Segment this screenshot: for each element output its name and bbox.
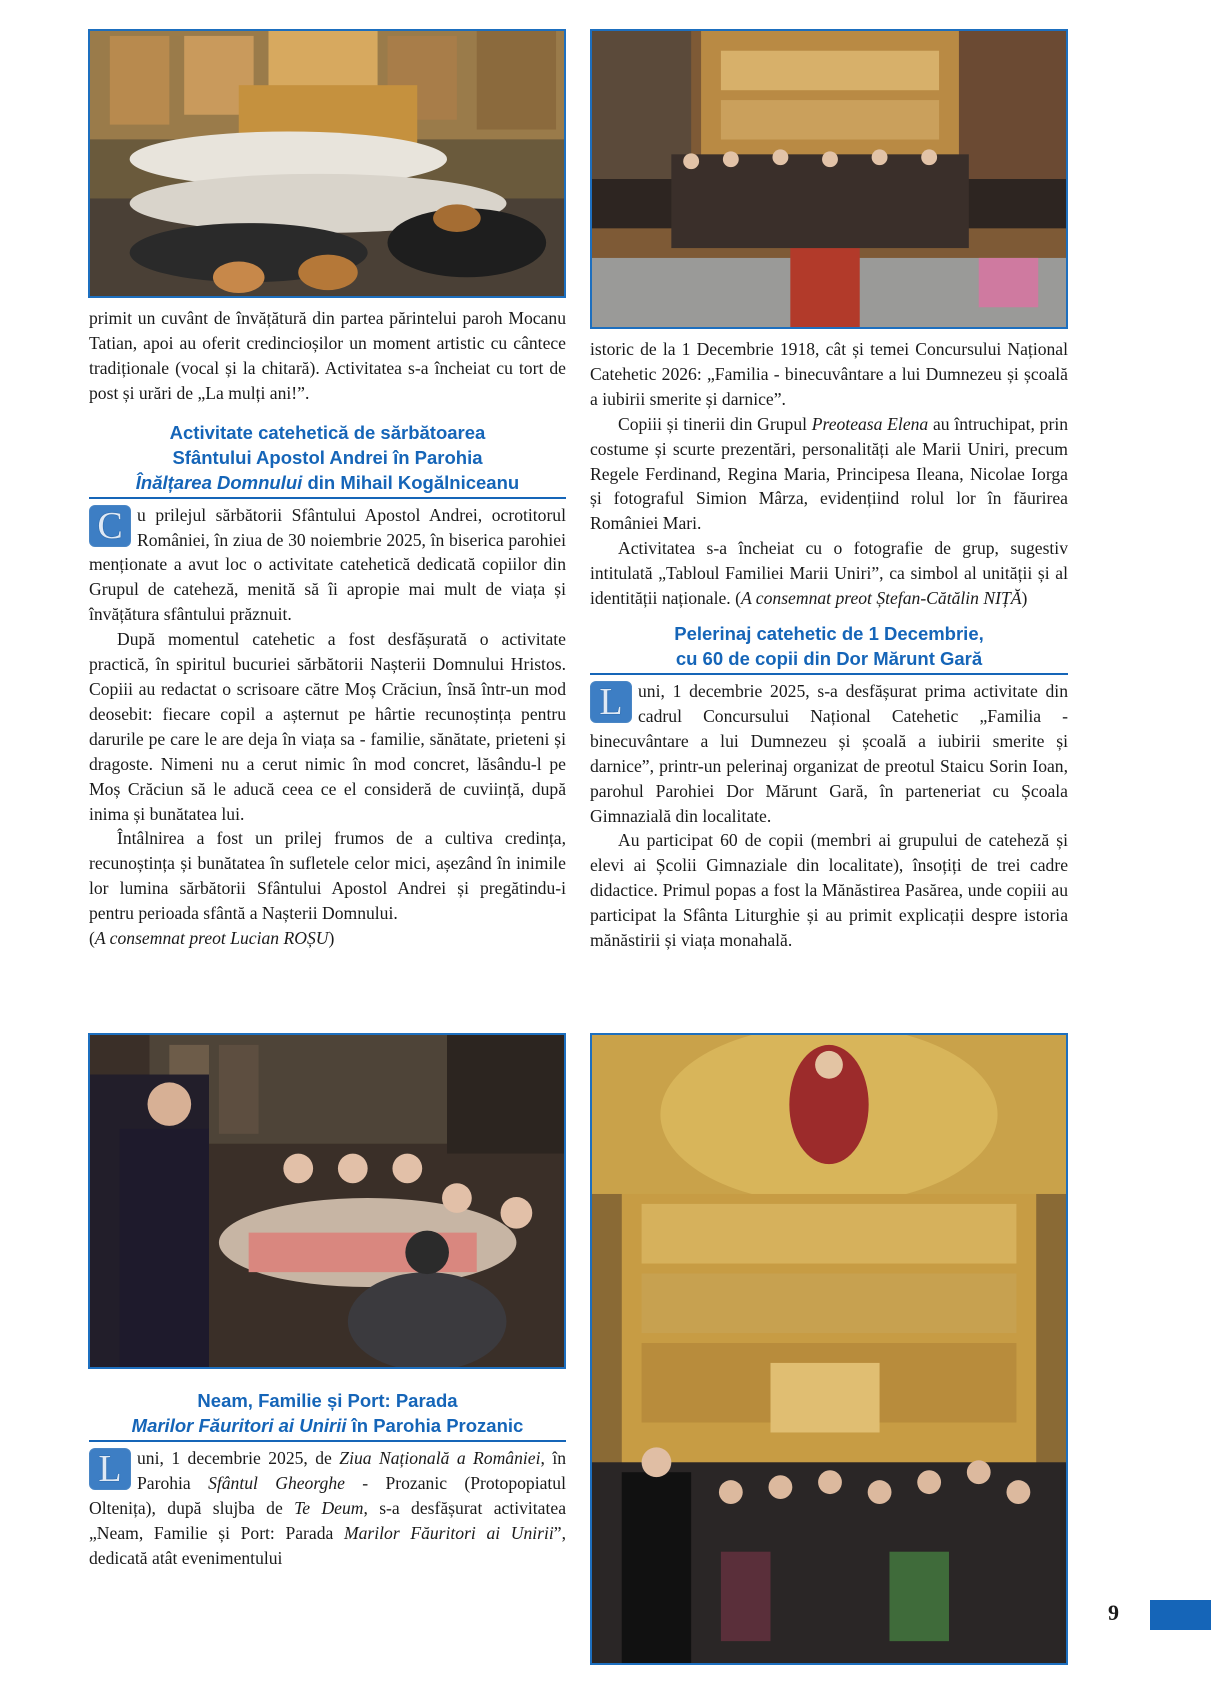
left-column-bottom: [89, 1388, 566, 1571]
signature: A consemnat preot Lucian ROȘU: [94, 928, 329, 949]
text-run-italic: Marilor Făuritori ai Unirii: [343, 1522, 554, 1543]
paragraph: După momentul catehetic a fost desfășurată o activitate practică, în spiritul bucuriei sărbătorii Nașterii Domnului Hristos. Copiii au redactat o scrisoare către Moș Crăciun, însă într-un mod deosebit: fiecare copil a așternut pe hârtie recunoștința pentru darurile pe care le are deja în viața sa - familie, sănătate, prieteni și dragoste. Nimeni nu a cerut nimic în mod concret, lăsându-l pe Moș Crăciun să le aducă ceea ce el consideră de cuviință, după inima și bunătatea lui.: [89, 629, 566, 824]
text-run-italic: Te Deum: [294, 1497, 364, 1518]
paragraph-text: Întâlnirea a fost un prilej frumos de a cultiva credința, recunoștința și bunătatea în sufletele celor mici, așezând în inimile lor lumina sărbătorii Sfântului Apostol Andrei și pregătindu-i pentru perioada sfântă a Nașterii Domnului.: [89, 828, 566, 924]
text-run-italic: Preoteasa Elena: [811, 413, 929, 434]
paragraph: u prilejul sărbătorii Sfântului Apostol Andrei, ocrotitorul României, în ziua de 30 noiembrie 2025, în biserica parohiei menționate a avut loc o activitate catehetică dedicată copiilor din Grupul de cateheză, menită să îi apropie mai mult de viața și învățătura sfântului prăznuit.: [89, 504, 566, 625]
text-run: au întruchipat, prin costume și scurte prezentări, personalități ale Marii Uniri, precum Regele Ferdinand, Regina Maria, Principesa Ileana, Nicolae Iorga și fotograful Simion Mârza, evidențiind rolul lor în făurirea României Mari.: [590, 413, 1069, 534]
paragraph: Activitatea s-a încheiat cu o fotografie de grup, sugestiv intitulată „Tabloul Familiei Marii Uniri”, ca simbol al unității și al identității naționale. (A consemnat preot Ștefan-Cătălin NIȚĂ): [590, 538, 1068, 609]
paragraph: uni, 1 decembrie 2025, s-a desfășurat prima activitate din cadrul Concursului Național Catehetic „Familia - binecuvântare a lui Dumnezeu și școală a iubirii smerite și darnice”, printr-un pelerinaj organizat de preotul Staicu Sorin Ioan, parohul Parohiei Dor Mărunt Gară, în parteneriat cu Școala Gimnazială din localitate.: [590, 680, 1068, 826]
paragraph: Întâlnirea a fost un prilej frumos de a cultiva credința, recunoștința și bunătatea în sufletele celor mici, așezând în inimile lor lumina sărbătorii Sfântului Apostol Andrei și pregătindu-i pentru perioada sfântă a Nașterii Domnului. (A consemnat preot Lucian ROȘU): [89, 828, 566, 949]
drop-cap: C: [89, 505, 131, 547]
heading-line: Pelerinaj catehetic de 1 Decembrie,: [674, 622, 984, 644]
paragraph-continuation: istoric de la 1 Decembrie 1918, cât și temei Concursului Național Catehetic 2026: „Familia - binecuvântare a lui Dumnezeu și școală a iubirii smerite și darnice”.: [590, 339, 1068, 409]
photo-children-guitars: [88, 29, 566, 298]
heading-line: Activitate catehetică de sărbătoarea: [169, 421, 486, 443]
page-number: 9: [1108, 1600, 1119, 1625]
left-column-top: [89, 306, 566, 951]
paragraph: [89, 1446, 566, 1571]
article-heading-prozanic: [89, 1388, 566, 1438]
drop-cap: L: [590, 681, 632, 723]
text-run: ”, dedicată atât evenimentului: [89, 1522, 567, 1568]
heading-line: din Mihail Kogălniceanu: [302, 471, 520, 493]
drop-cap: L: [89, 1448, 131, 1490]
heading-rule: [89, 497, 566, 499]
article-pelerinaj-body: [590, 679, 1068, 953]
page-number-tab: [1150, 1600, 1211, 1630]
heading-line-italic: Marilor Făuritori ai Unirii: [131, 1415, 347, 1436]
photo-group-iconostasis: [590, 29, 1068, 329]
article-heading-pelerinaj: [590, 621, 1068, 671]
text-run: uni, 1 decembrie 2025, de: [137, 1448, 340, 1468]
right-column-top: [590, 337, 1068, 953]
text-run: Copiii și tinerii din Grupul: [618, 413, 812, 434]
text-run: , s-a desfășurat activitatea „Neam, Familie și Port: Parada: [89, 1497, 566, 1543]
heading-rule: [590, 673, 1068, 675]
text-run: Activitatea s-a încheiat cu o fotografie de grup, sugestiv intitulată „Tabloul Familiei Marii Uniri”, ca simbol al unității și al identității naționale.: [590, 538, 1068, 609]
signature: A consemnat preot Ștefan-Cătălin NIȚĂ: [740, 588, 1022, 609]
photo-pilgrimage-group: [590, 1033, 1068, 1665]
text-run: , în Parohia: [137, 1448, 567, 1493]
article-prozanic-body: [89, 1446, 566, 1571]
text-run-italic: Sfântul Gheorghe: [208, 1472, 345, 1493]
heading-line: Neam, Familie și Port: Parada: [197, 1390, 458, 1411]
heading-line: în Parohia Prozanic: [346, 1415, 524, 1436]
heading-line: Sfântului Apostol Andrei în Parohia: [172, 446, 483, 468]
paragraph: [590, 412, 1068, 537]
heading-line: cu 60 de copii din Dor Mărunt Gară: [675, 647, 983, 669]
heading-line-italic: Înălțarea Domnului: [135, 471, 303, 493]
photo-priest-children-tables: [88, 1033, 566, 1369]
text-run: - Prozanic (Protopopiatul Oltenița), după slujba de: [89, 1472, 566, 1518]
paragraph: Au participat 60 de copii (membri ai grupului de cateheză și elevi ai Școlii Gimnaziale din localitate), însoțiți de trei cadre didactice. Primul popas a fost la Mănăstirea Pasărea, unde copiii au participat la Sfânta Liturghie și au primit explicații despre istoria mănăstirii și viața monahală.: [590, 830, 1068, 951]
article-andrei-body: [89, 503, 566, 951]
heading-rule: [89, 1440, 566, 1442]
article-heading-andrei: [89, 420, 566, 495]
text-run-italic: Ziua Națională a României: [339, 1448, 541, 1468]
paragraph-continuation: primit un cuvânt de învățătură din partea părintelui paroh Mocanu Tatian, apoi au oferit credincioșilor un moment artistic cu cântece tradiționale (vocal și la chitară). Activitatea s-a încheiat cu tort de post și urări de „La mulți ani!”.: [89, 308, 566, 403]
